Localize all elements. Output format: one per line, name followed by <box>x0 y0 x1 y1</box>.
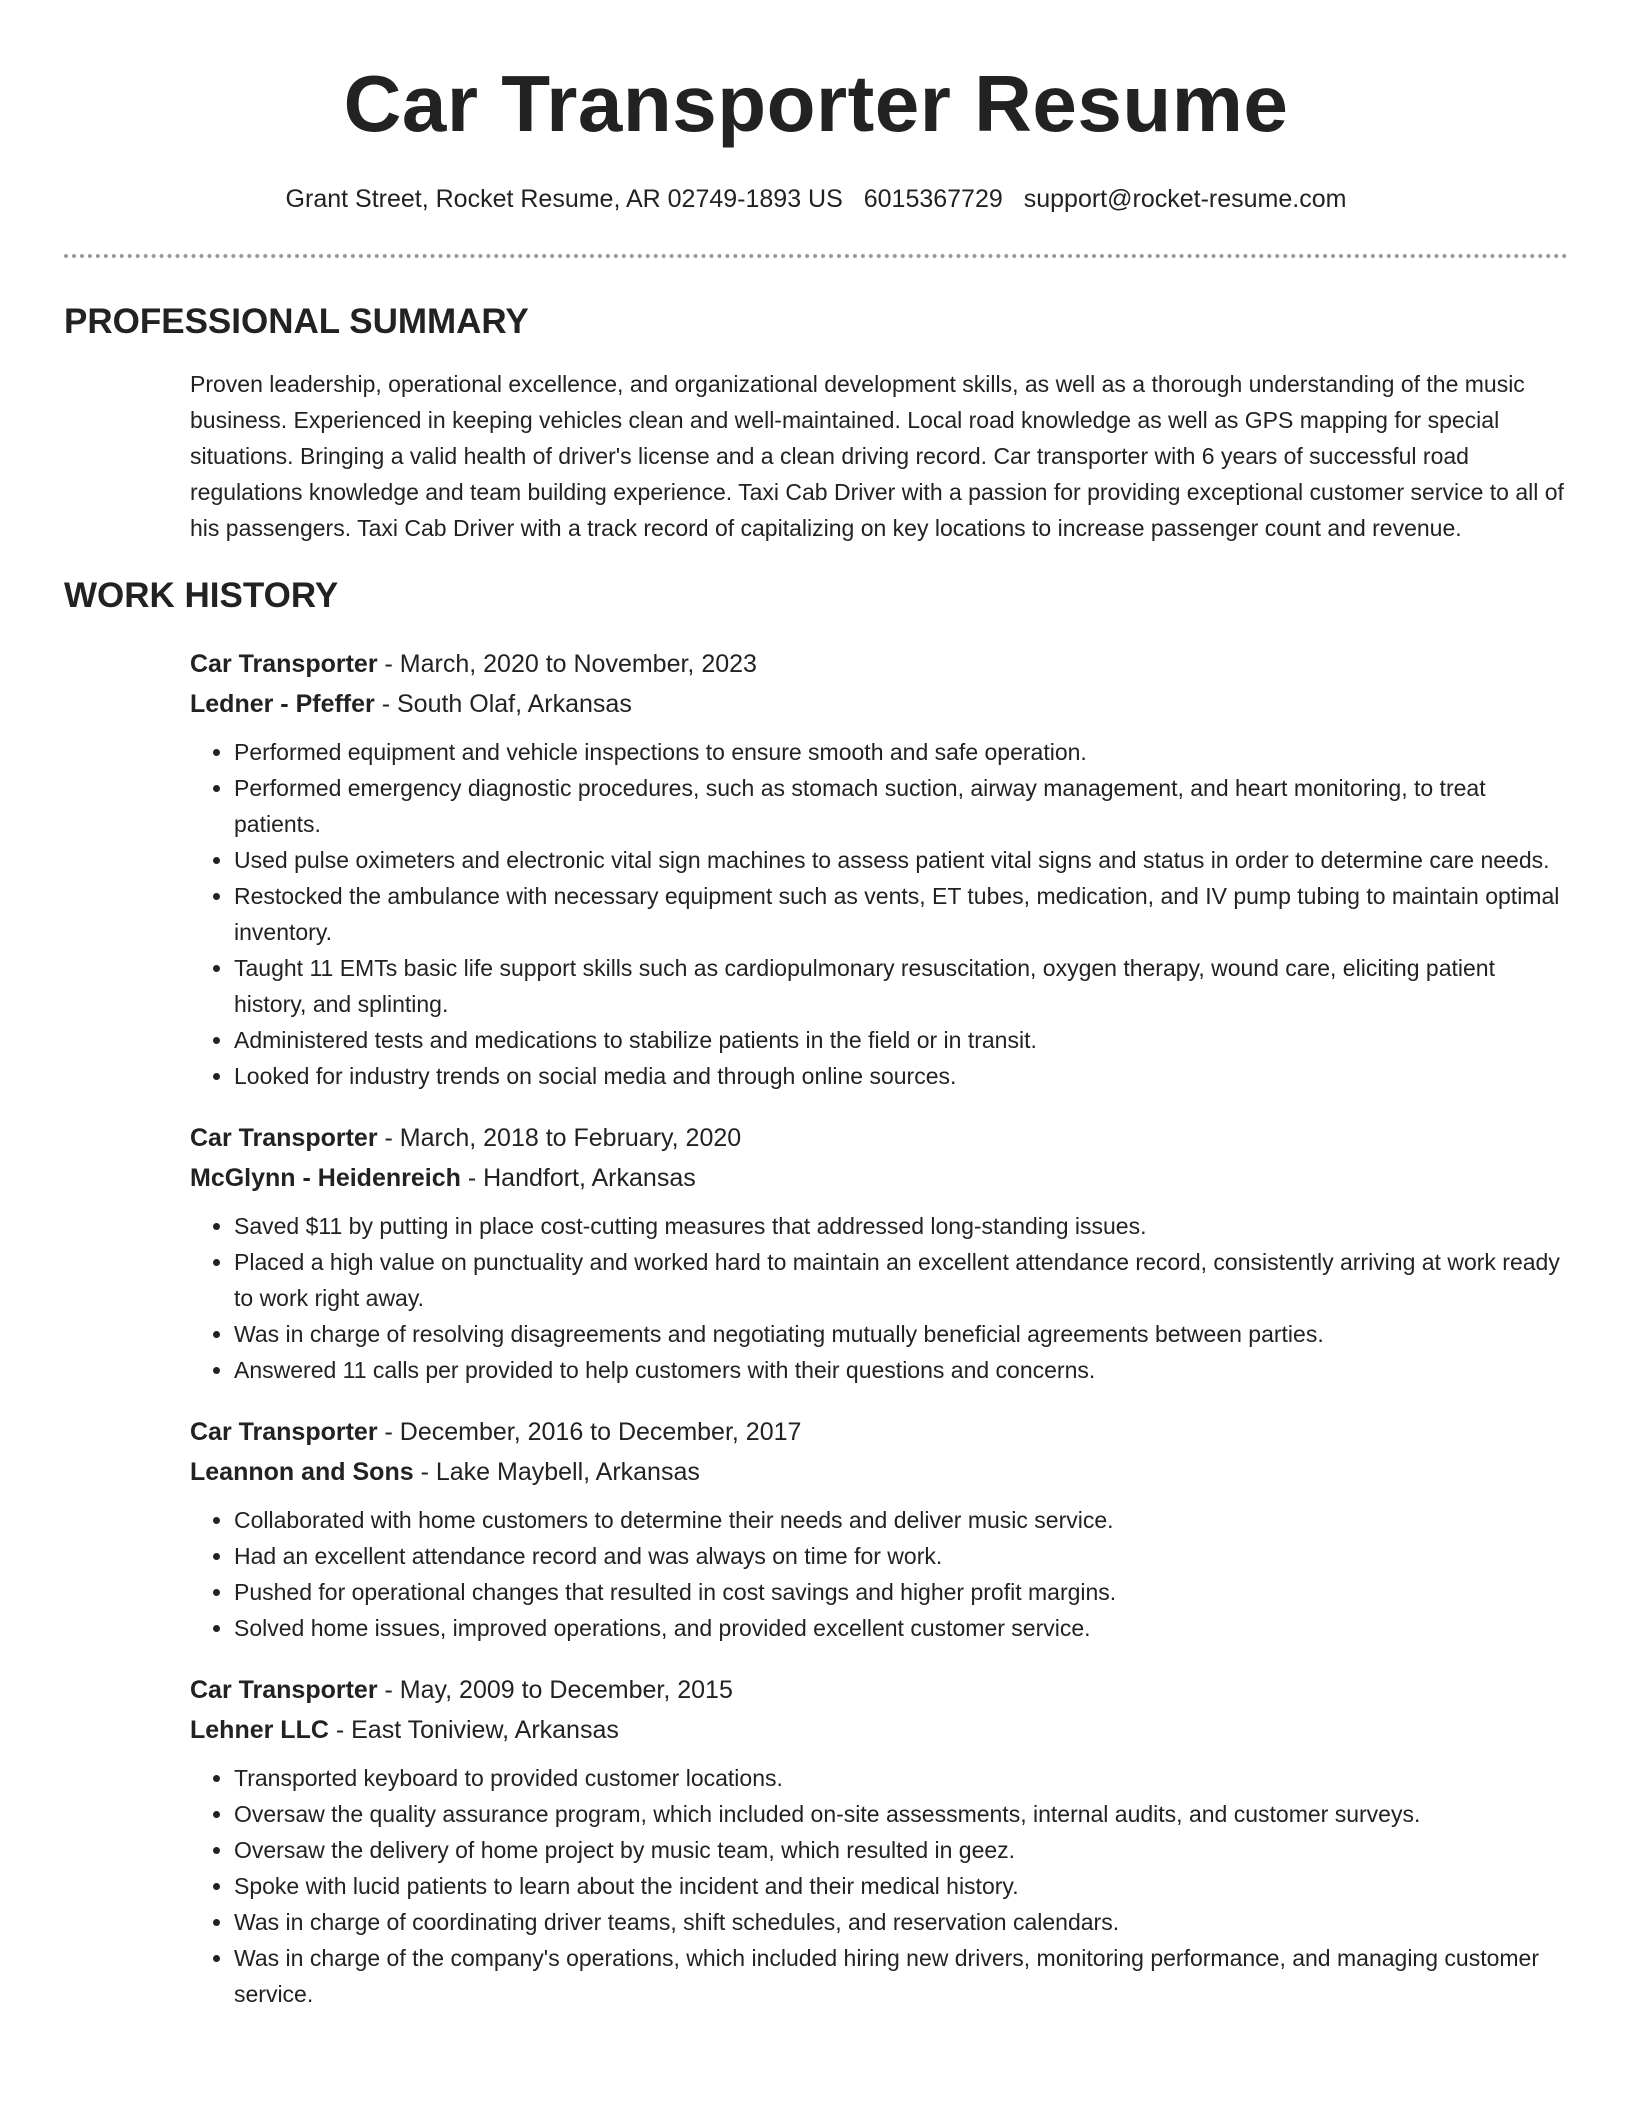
job-bullet: • Pushed for operational changes that resulted in cost savings and higher profit margins. <box>234 1574 1568 1610</box>
job-separator: - <box>413 1458 436 1486</box>
job-bullet: • Answered 11 calls per provided to help customers with their questions and concerns. <box>234 1352 1568 1388</box>
job-title-line <box>190 1670 1568 1710</box>
job-bullet: • Had an excellent attendance record and was always on time for work. <box>234 1538 1568 1574</box>
job-separator: - <box>377 650 400 678</box>
work-history-heading: WORK HISTORY <box>64 576 339 615</box>
job-title: Car Transporter <box>190 650 378 678</box>
job-bullet: • Looked for industry trends on social media and through online sources. <box>234 1058 1568 1094</box>
job-bullets <box>190 1208 1568 1388</box>
job-location: South Olaf, Arkansas <box>396 690 632 718</box>
job-bullet: • Performed emergency diagnostic procedures, such as stomach suction, airway management, and heart monitoring, to treat patients. <box>234 770 1568 842</box>
job-title-line <box>190 1412 1568 1452</box>
job-dates: March, 2018 to February, 2020 <box>399 1124 742 1152</box>
contact-line <box>64 182 1568 216</box>
job-bullet: • Solved home issues, improved operations, and provided excellent customer service. <box>234 1610 1568 1646</box>
job-company-line <box>190 684 1568 724</box>
job-separator: - <box>374 690 397 718</box>
job-title-line <box>190 1118 1568 1158</box>
job-separator: - <box>377 1418 400 1446</box>
job-title: Car Transporter <box>190 1418 378 1446</box>
job-location: Handfort, Arkansas <box>483 1164 696 1192</box>
job-title: Car Transporter <box>190 1676 378 1704</box>
job-bullet: • Placed a high value on punctuality and worked hard to maintain an excellent attendance record, consistently arriving at work ready to work right away. <box>234 1244 1568 1316</box>
job-bullet: • Performed equipment and vehicle inspections to ensure smooth and safe operation. <box>234 734 1568 770</box>
job-bullet: • Used pulse oximeters and electronic vital sign machines to assess patient vital signs and status in order to determine care needs. <box>234 842 1568 878</box>
job-bullet: • Oversaw the delivery of home project by music team, which resulted in geez. <box>234 1832 1568 1868</box>
contact-email: support@rocket-resume.com <box>1023 185 1347 213</box>
job-company: McGlynn - Heidenreich <box>190 1164 461 1192</box>
job-location: Lake Maybell, Arkansas <box>435 1458 700 1486</box>
job-company-line <box>190 1158 1568 1198</box>
job-bullets <box>190 734 1568 1094</box>
job-location: East Toniview, Arkansas <box>351 1716 619 1744</box>
job-separator: - <box>328 1716 352 1744</box>
job-bullets <box>190 1760 1568 2012</box>
job-bullet: • Restocked the ambulance with necessary equipment such as vents, ET tubes, medication, and IV pump tubing to maintain optimal inventory. <box>234 878 1568 950</box>
header-divider <box>64 254 1568 258</box>
job-bullet: • Collaborated with home customers to determine their needs and deliver music service. <box>234 1502 1568 1538</box>
job-bullet: • Administered tests and medications to stabilize patients in the field or in transit. <box>234 1022 1568 1058</box>
job-entry <box>190 1670 1568 2012</box>
job-dates: May, 2009 to December, 2015 <box>399 1676 733 1704</box>
job-entry <box>190 644 1568 1094</box>
work-history-list <box>190 644 1568 2012</box>
job-entry <box>190 1412 1568 1646</box>
contact-address: Grant Street, Rocket Resume, AR 02749-1893 US <box>285 185 843 213</box>
summary-text: Proven leadership, operational excellence, and organizational development skills, as well as a thorough understanding of the music business. Experienced in keeping vehicles clean and well-maintained. Local road knowledge as well as GPS mapping for special situations. Bringing a valid health of driver's license and a clean driving record. Car transporter with 6 years of successful road regulations knowledge and team building experience. Taxi Cab Driver with a passion for providing exceptional customer service to all of his passengers. Taxi Cab Driver with a track record of capitalizing on key locations to increase passenger count and revenue. <box>190 371 1564 541</box>
job-bullet: • Oversaw the quality assurance program, which included on-site assessments, internal audits, and customer surveys. <box>234 1796 1568 1832</box>
resume-page <box>64 0 1568 2012</box>
job-bullet: • Spoke with lucid patients to learn about the incident and their medical history. <box>234 1868 1568 1904</box>
resume-title: Car Transporter Resume <box>343 59 1289 148</box>
job-dates: December, 2016 to December, 2017 <box>399 1418 802 1446</box>
job-bullet: • Was in charge of resolving disagreements and negotiating mutually beneficial agreements between parties. <box>234 1316 1568 1352</box>
job-separator: - <box>377 1124 400 1152</box>
job-bullet: • Taught 11 EMTs basic life support skills such as cardiopulmonary resuscitation, oxygen therapy, wound care, eliciting patient history, and splinting. <box>234 950 1568 1022</box>
job-company-line <box>190 1710 1568 1750</box>
job-company: Lehner LLC <box>190 1716 329 1744</box>
job-dates: March, 2020 to November, 2023 <box>399 650 757 678</box>
job-company: Ledner - Pfeffer <box>190 690 375 718</box>
job-entry <box>190 1118 1568 1388</box>
job-bullet: • Was in charge of the company's operations, which included hiring new drivers, monitoring performance, and managing customer service. <box>234 1940 1568 2012</box>
job-bullet: • Saved $11 by putting in place cost-cutting measures that addressed long-standing issues. <box>234 1208 1568 1244</box>
job-bullet: • Transported keyboard to provided customer locations. <box>234 1760 1568 1796</box>
contact-phone: 6015367729 <box>863 185 1003 213</box>
job-company: Leannon and Sons <box>190 1458 414 1486</box>
job-bullets <box>190 1502 1568 1646</box>
job-company-line <box>190 1452 1568 1492</box>
job-bullet: • Was in charge of coordinating driver teams, shift schedules, and reservation calendars. <box>234 1904 1568 1940</box>
job-title: Car Transporter <box>190 1124 378 1152</box>
summary-heading: PROFESSIONAL SUMMARY <box>64 302 529 341</box>
job-separator: - <box>377 1676 400 1704</box>
job-title-line <box>190 644 1568 684</box>
job-separator: - <box>460 1164 484 1192</box>
